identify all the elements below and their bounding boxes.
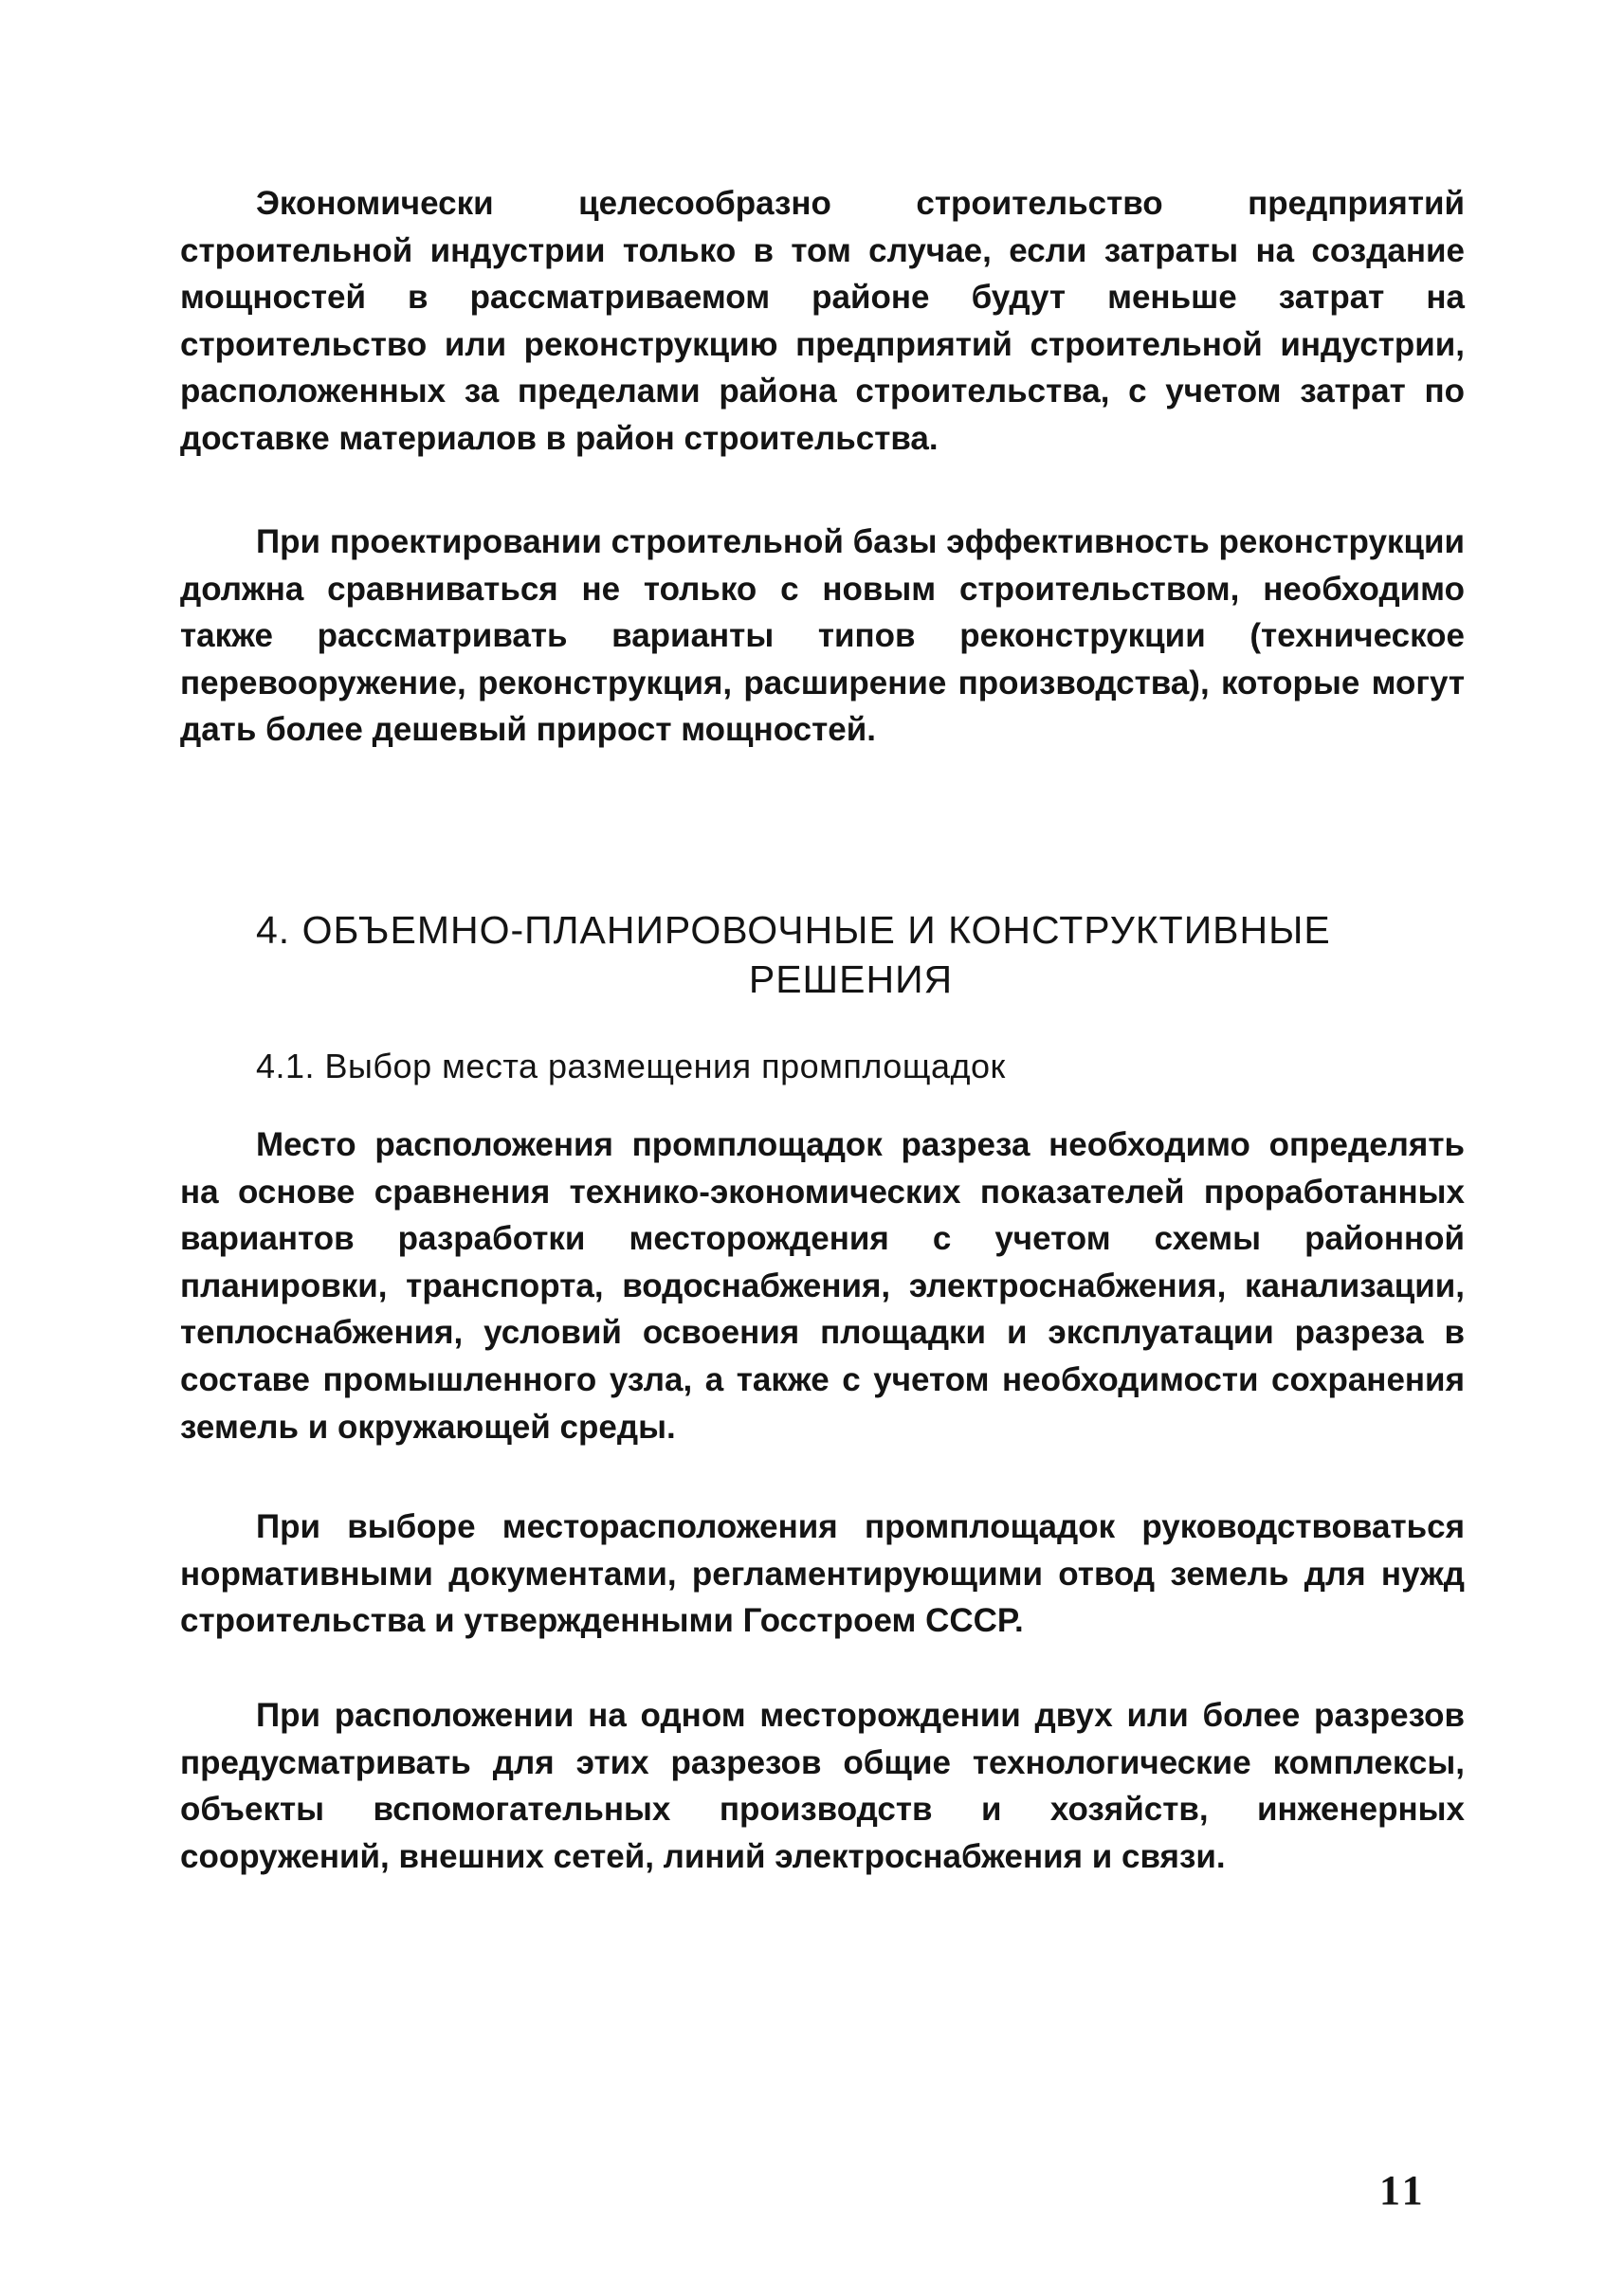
paragraph-shared-facilities: При расположении на одном месторождении двух или более разрезов предусматривать для этих разрезов общие технологические комплексы, объекты вспомогательных производств и хозяйств, инженерных сооружений, внешних сетей, линий электроснабжения и связи. (180, 1697, 1465, 1875)
subsection-heading: 4.1. Выбор места размещения промплощадок (256, 1047, 1006, 1085)
paragraph-reconstruction: При проектировании строительной базы эффективность реконструкции должна сравниваться не только с новым строительством, необходимо также рассматривать варианты типов реконструкции (техническое перевооружение, реконструкция, расширение производства), которые могут дать более дешевый прирост мощностей. (180, 523, 1465, 749)
paragraph-normative-documents: При выборе месторасположения промплощадок руководствоваться нормативными документами, регламентирующими отвод земель для нужд строительства и утвержденными Госстроем СССР. (180, 1508, 1465, 1640)
page-number: 11 (1379, 2167, 1427, 2214)
paragraph-economic-feasibility: Экономически целесообразно строительство предприятий строительной индустрии только в том случае, если затраты на создание мощностей в рассматриваемом районе будут меньше затрат на строительство или реконструкцию предприятий строительной индустрии, расположенных за пределами района строительства, с учетом затрат по доставке материалов в район строительства. (180, 185, 1465, 457)
section-heading (180, 905, 1465, 1004)
paragraph-site-location: Место расположения промплощадок разреза необходимо определять на основе сравнения технико-экономических показателей проработанных вариантов разработки месторождения с учетом схемы районной планировки, транспорта, водоснабжения, электроснабжения, канализации, теплоснабжения, условий освоения площадки и эксплуатации разреза в составе промышленного узла, а также с учетом необходимости сохранения земель и окружающей среды. (180, 1126, 1465, 1446)
section-heading-line-1: 4. ОБЪЕМНО-ПЛАНИРОВОЧНЫЕ И КОНСТРУКТИВНЫЕ (256, 908, 1331, 952)
section-heading-line-2: РЕШЕНИЯ (748, 957, 954, 1001)
